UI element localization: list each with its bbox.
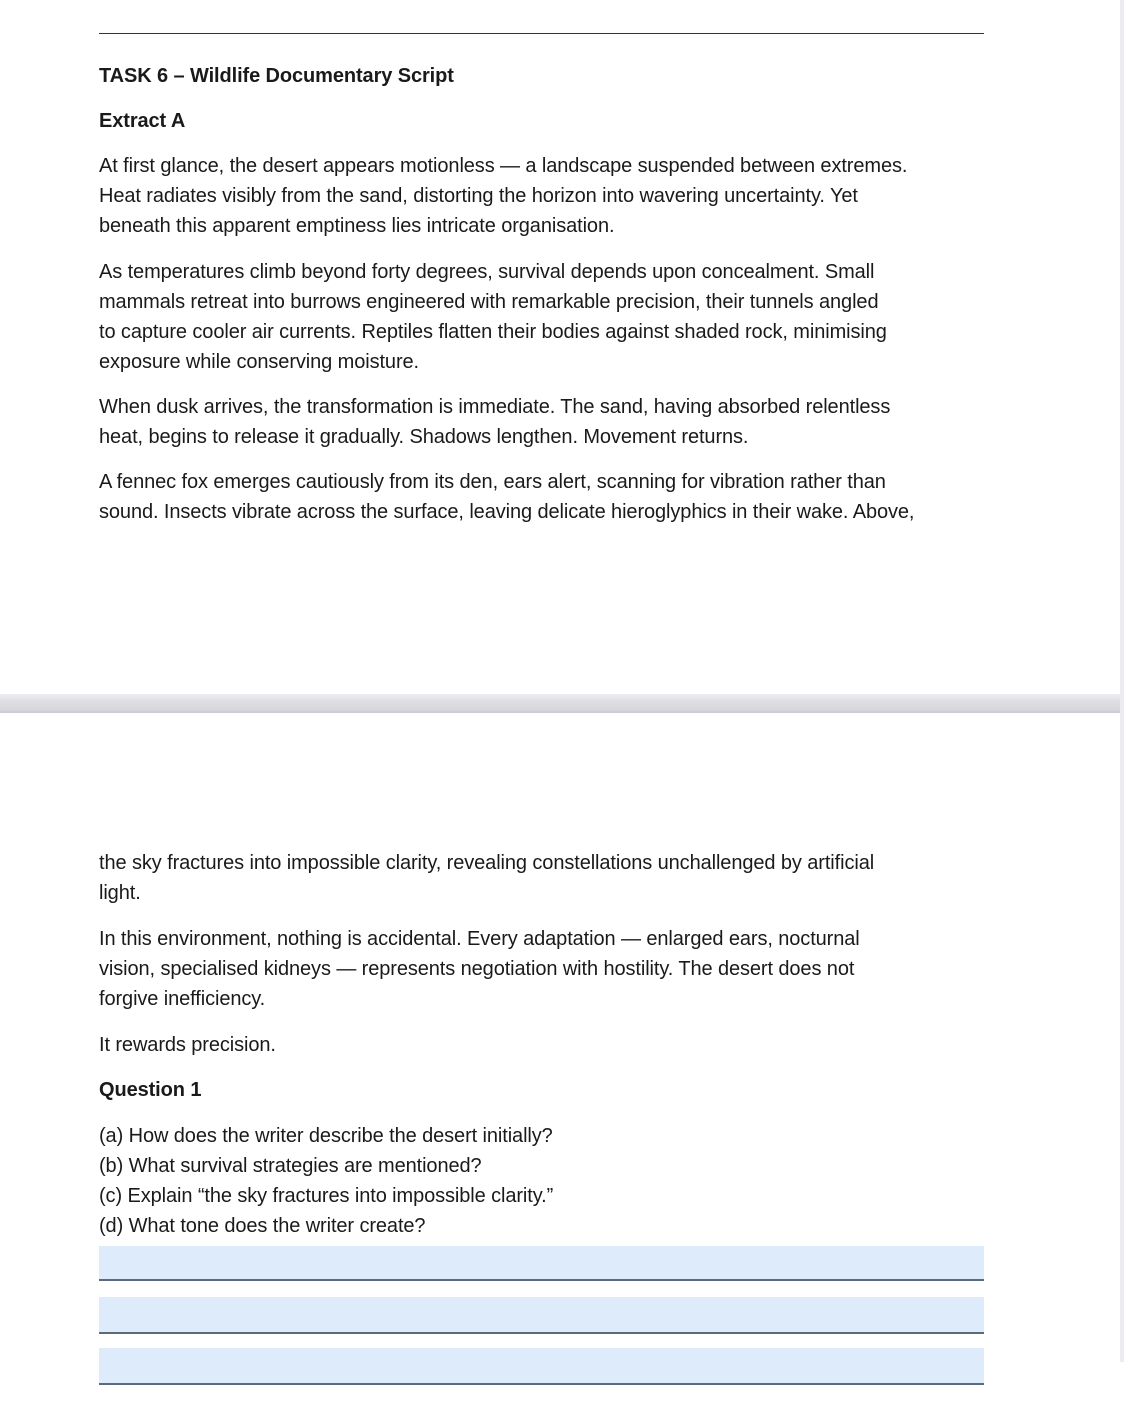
text-line: (c) Explain “the sky fractures into impossible clarity.”: [99, 1185, 554, 1207]
answer-line-2[interactable]: [99, 1297, 984, 1334]
text-line: As temperatures climb beyond forty degrees, survival depends upon concealment. Small: [99, 261, 875, 283]
text-line: In this environment, nothing is accidental. Every adaptation — enlarged ears, nocturnal: [99, 928, 860, 950]
task-title: TASK 6 – Wildlife Documentary Script: [99, 65, 454, 87]
text-line: (d) What tone does the writer create?: [99, 1215, 426, 1237]
text-line: mammals retreat into burrows engineered with remarkable precision, their tunnels angled: [99, 291, 879, 313]
text-line: the sky fractures into impossible clarity, revealing constellations unchallenged by artificial: [99, 852, 875, 874]
text-line: (b) What survival strategies are mentioned?: [99, 1155, 482, 1177]
text-line: exposure while conserving moisture.: [99, 351, 419, 373]
page-edge: [1120, 0, 1124, 1362]
text-line: to capture cooler air currents. Reptiles flatten their bodies against shaded rock, minimising: [99, 321, 887, 343]
top-divider: [99, 33, 984, 34]
extract-heading: Extract A: [99, 110, 186, 132]
document-page-1: [0, 0, 1120, 694]
text-line: vision, specialised kidneys — represents negotiation with hostility. The desert does not: [99, 958, 855, 980]
text-line: A fennec fox emerges cautiously from its den, ears alert, scanning for vibration rather than: [99, 471, 886, 493]
text-line: light.: [99, 882, 141, 904]
text-line: When dusk arrives, the transformation is immediate. The sand, having absorbed relentless: [99, 396, 891, 418]
question-heading: Question 1: [99, 1079, 202, 1101]
text-line: At first glance, the desert appears motionless — a landscape suspended between extremes.: [99, 155, 908, 177]
text-line: It rewards precision.: [99, 1034, 276, 1056]
text-line: sound. Insects vibrate across the surface, leaving delicate hieroglyphics in their wake. Above,: [99, 501, 915, 523]
answer-line-1[interactable]: [99, 1246, 984, 1281]
text-line: Heat radiates visibly from the sand, distorting the horizon into wavering uncertainty. Yet: [99, 185, 858, 207]
text-line: (a) How does the writer describe the desert initially?: [99, 1125, 553, 1147]
page-break: [0, 694, 1124, 713]
text-line: heat, begins to release it gradually. Shadows lengthen. Movement returns.: [99, 426, 749, 448]
answer-line-3[interactable]: [99, 1348, 984, 1385]
text-line: beneath this apparent emptiness lies intricate organisation.: [99, 215, 615, 237]
document-page-2: [0, 713, 1120, 1413]
text-line: forgive inefficiency.: [99, 988, 266, 1010]
